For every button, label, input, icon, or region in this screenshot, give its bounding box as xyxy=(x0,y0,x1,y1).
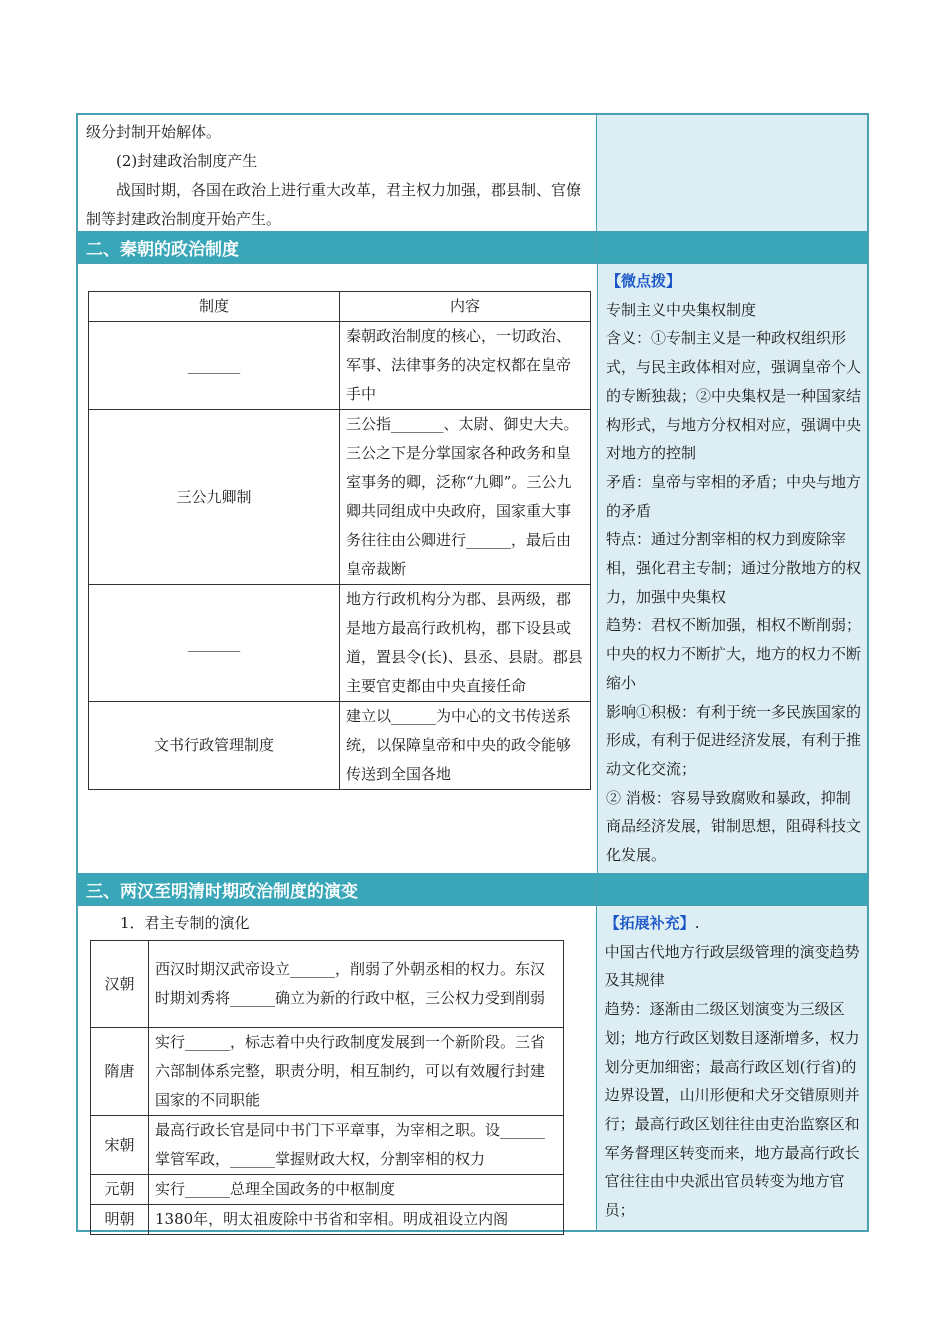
micro-tip-impact-positive: 影响①积极：有利于统一多民族国家的形成，有利于促进经济发展，有利于推动文化交流； xyxy=(606,702,862,778)
section2-header-right xyxy=(597,232,867,263)
extension-title: 中国古代地方行政层级管理的演变趋势及其规律 xyxy=(604,942,860,990)
system-content: 建立以______为中心的文书传送系统，以保障皇帝和中央的政令能够传送到全国各地 xyxy=(340,702,591,790)
col-header-content: 内容 xyxy=(340,292,591,322)
evolution-table xyxy=(90,940,564,1235)
system-content: 秦朝政治制度的核心，一切政治、军事、法律事务的决定权都在皇帝手中 xyxy=(340,322,591,410)
col-header-system: 制度 xyxy=(89,292,340,322)
section2-title: 二、秦朝的政治制度 xyxy=(78,232,597,263)
section3-body xyxy=(78,906,867,1230)
micro-tip-impact-negative: ② 消极：容易导致腐败和暴政，抑制商品经济发展，钳制思想，阻碍科技文化发展。 xyxy=(606,788,862,865)
table-row xyxy=(89,702,591,790)
dynasty-name: 汉朝 xyxy=(91,941,149,1028)
micro-tip-contradiction: 矛盾：皇帝与宰相的矛盾；中央与地方的矛盾 xyxy=(606,472,862,520)
extension-tag-suffix: . xyxy=(694,914,700,932)
section2-header xyxy=(78,232,867,264)
micro-tip-sidebar xyxy=(598,264,867,873)
dynasty-name: 元朝 xyxy=(91,1175,149,1205)
dynasty-content: 西汉时期汉武帝设立______，削弱了外朝丞相的权力。东汉时期刘秀将______确立为新的行政中枢，三公权力受到削弱 xyxy=(149,941,564,1028)
system-content: 三公指_______、太尉、御史大夫。三公之下是分掌国家各种政务和皇室事务的卿，泛称“九卿”。三公九卿共同组成中央政府，国家重大事务往往由公卿进行______，最后由皇帝裁断 xyxy=(340,410,591,585)
dynasty-content: 实行______，标志着中央行政制度发展到一个新阶段。三省六部制体系完整，职责分明，相互制约，可以有效履行封建国家的不同职能 xyxy=(149,1028,564,1116)
dynasty-name: 宋朝 xyxy=(91,1116,149,1175)
qin-table-cell xyxy=(78,264,598,873)
intro-line: 级分封制开始解体。 xyxy=(86,123,222,141)
table-row xyxy=(91,1028,564,1116)
intro-paragraph: 战国时期，各国在政治上进行重大改革，君主权力加强，郡县制、官僚制等封建政治制度开始产生。 xyxy=(86,181,582,228)
system-name: 文书行政管理制度 xyxy=(89,702,340,790)
section3-header-right xyxy=(597,874,867,905)
extension-tag-line xyxy=(605,909,861,938)
dynasty-content: 1380年，明太祖废除中书省和宰相。明成祖设立内阁 xyxy=(149,1205,564,1235)
dynasty-content: 实行______总理全国政务的中枢制度 xyxy=(149,1175,564,1205)
evolution-cell xyxy=(78,906,597,1230)
system-content: 地方行政机构分为郡、县两级，郡是地方最高行政机构，郡下设县或道，置县令(长)、县丞、县尉。郡县主要官吏都由中央直接任命 xyxy=(340,585,591,702)
section3-header xyxy=(78,874,867,906)
dynasty-name: 隋唐 xyxy=(91,1028,149,1116)
dynasty-content: 最高行政长官是同中书门下平章事，为宰相之职。设______掌管军政，______掌握财政大权，分割宰相的权力 xyxy=(149,1116,564,1175)
section3-title: 三、两汉至明清时期政治制度的演变 xyxy=(78,874,597,905)
item-heading: 1．君主专制的演化 xyxy=(120,914,250,932)
intro-sub-heading: (2)封建政治制度产生 xyxy=(116,152,258,170)
table-row xyxy=(91,1205,564,1235)
study-sheet xyxy=(76,113,869,1232)
qin-system-table xyxy=(88,291,591,790)
extension-trend: 趋势：逐渐由二级区划演变为三级区划；地方行政区划数目逐渐增多，权力划分更加细密；最高行政区划(行省)的边界设置，山川形便和犬牙交错原则并行；最高行政区划往往由吏治监察区和军务督理区转变而来，地方最高行政长官往往由中央派出官员转变为地方官员； xyxy=(604,1000,860,1220)
intro-row xyxy=(78,115,867,232)
system-name: _______ xyxy=(89,585,340,702)
section2-body xyxy=(78,264,867,874)
table-row xyxy=(91,1116,564,1175)
micro-tip-tag: 【微点拨】 xyxy=(606,272,682,290)
table-row xyxy=(89,410,591,585)
system-name: _______ xyxy=(89,322,340,410)
intro-content xyxy=(78,115,597,231)
table-header-row xyxy=(89,292,591,322)
micro-tip-feature: 特点：通过分割宰相的权力到废除宰相，强化君主专制；通过分散地方的权力，加强中央集权 xyxy=(606,530,862,606)
intro-sidebar xyxy=(597,115,867,231)
micro-tip-title: 专制主义中央集权制度 xyxy=(606,300,757,319)
system-name: 三公九卿制 xyxy=(89,410,340,585)
table-row xyxy=(89,322,591,410)
table-row xyxy=(91,941,564,1028)
micro-tip-meaning: 含义：①专制主义是一种政权组织形式，与民主政体相对应，强调皇帝个人的专断独裁；②中央集权是一种国家结构形式，与地方分权相对应，强调中央对地方的控制 xyxy=(606,329,862,463)
micro-tip-trend: 趋势：君权不断加强，相权不断削弱；中央的权力不断扩大，地方的权力不断缩小 xyxy=(606,616,862,692)
dynasty-name: 明朝 xyxy=(91,1205,149,1235)
extension-tag: 【拓展补充】 xyxy=(604,914,695,932)
extension-sidebar xyxy=(597,906,867,1230)
table-row xyxy=(91,1175,564,1205)
table-row xyxy=(89,585,591,702)
